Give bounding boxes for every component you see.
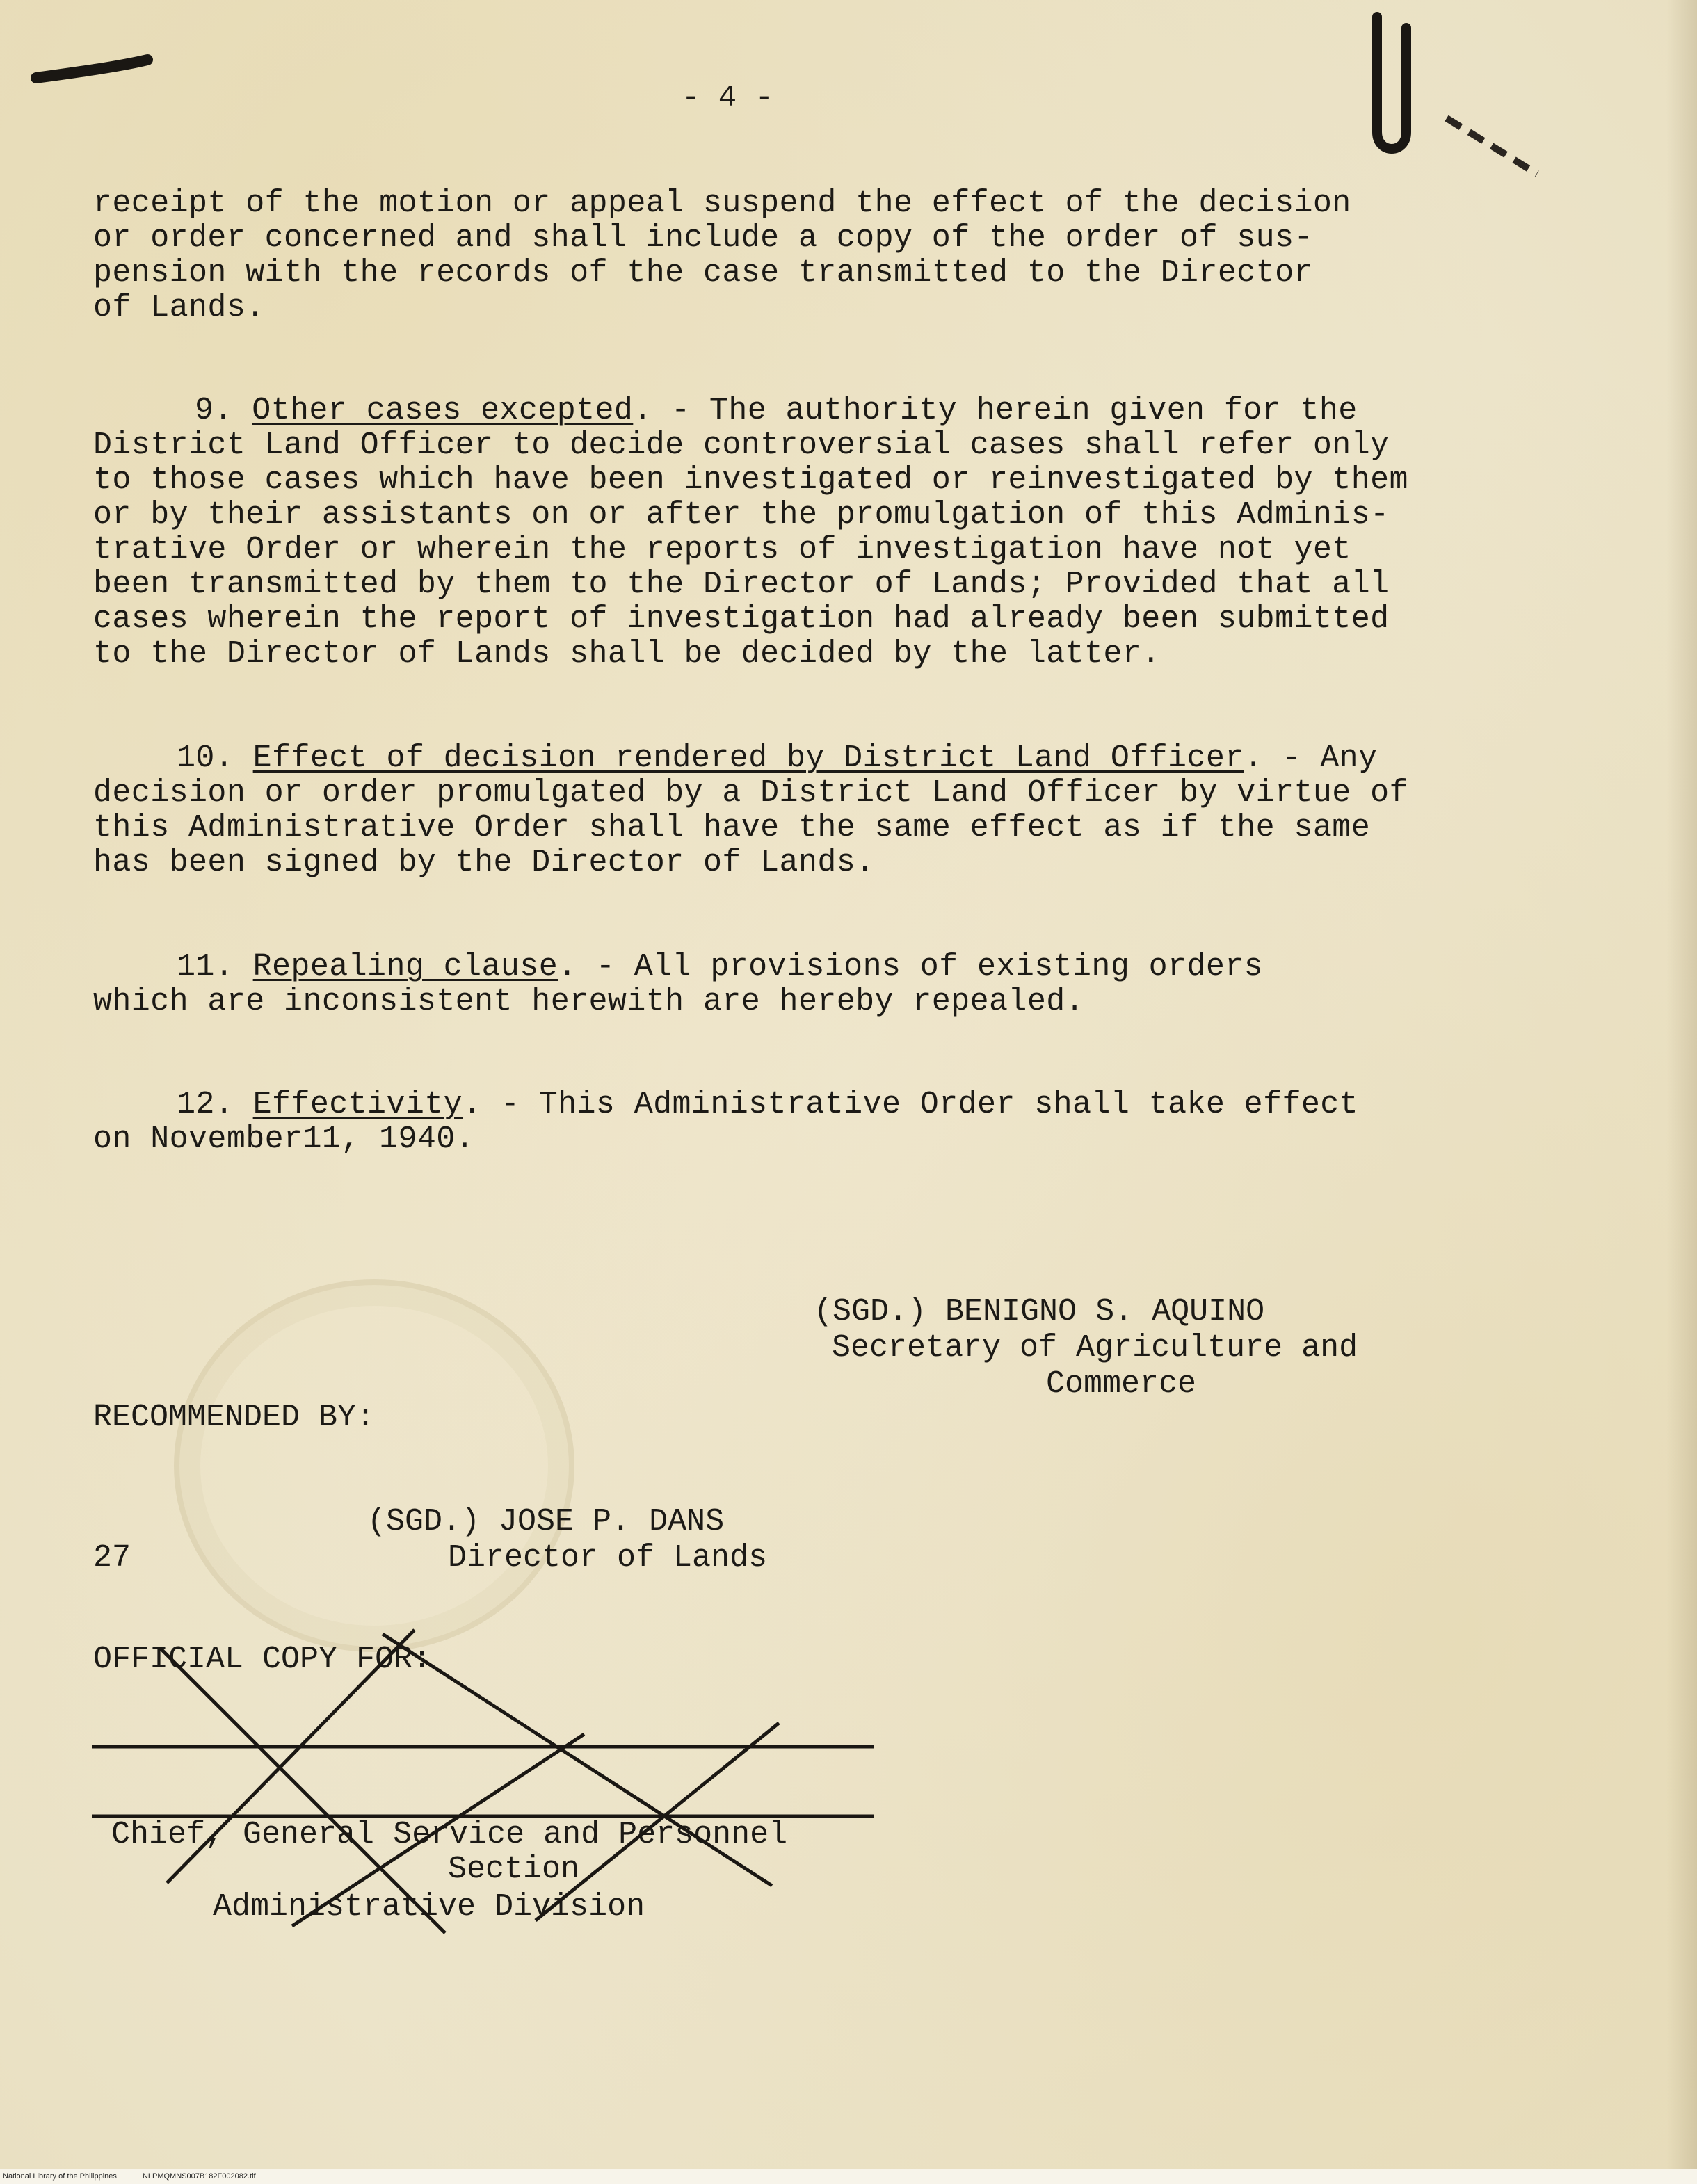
section-10-line: this Administrative Order shall have the same effect as if the same [93, 810, 1371, 846]
director-name: (SGD.) JOSE P. DANS [367, 1504, 725, 1539]
section-11-number: 11. [177, 949, 234, 985]
archive-institution: National Library of the Philippines [3, 2172, 117, 2181]
section-11-heading: Repealing clause [252, 949, 558, 985]
chief-line-3: Administrative Division [213, 1889, 645, 1925]
cross-out-stroke [167, 1630, 415, 1883]
chief-line-1: Chief, General Service and Personnel [111, 1817, 788, 1852]
section-12-heading: Effectivity [252, 1087, 463, 1122]
section-9-line: or by their assistants on or after the promulgation of this Adminis- [93, 497, 1390, 533]
section-10-line: decision or order promulgated by a District Land Officer by virtue of [93, 775, 1408, 811]
section-9-line: to those cases which have been investigated or reinvestigated by them [93, 462, 1408, 498]
director-title: Director of Lands [448, 1540, 768, 1576]
cross-out-stroke [160, 1648, 445, 1933]
secretary-name: (SGD.) BENIGNO S. AQUINO [814, 1294, 1265, 1329]
cross-out-stroke [383, 1634, 772, 1886]
section-9-line: trative Order or wherein the reports of investigation have not yet [93, 532, 1351, 567]
section-9-heading: Other cases excepted [252, 393, 634, 428]
margin-number: 27 [93, 1540, 131, 1576]
page-number: - 4 - [682, 81, 774, 115]
secretary-title-line-2: Commerce [1046, 1366, 1197, 1402]
section-9-line: to the Director of Lands shall be decided by the latter. [93, 636, 1161, 672]
section-11-line: which are inconsistent herewith are hereby repealed. [93, 984, 1085, 1019]
cross-out-stroke [536, 1723, 779, 1920]
official-copy-label: OFFICIAL COPY FOR: [93, 1642, 432, 1677]
archive-footer [0, 2169, 1697, 2184]
section-10-line: has been signed by the Director of Lands. [93, 845, 875, 880]
ink-smudge-top-right [1447, 118, 1537, 174]
section-9-line: District Land Officer to decide controversial cases shall refer only [93, 428, 1390, 463]
secretary-title-line-1: Secretary of Agriculture and [832, 1330, 1358, 1366]
archive-file-id: NLPMQMNS007B182F002082.tif [142, 2172, 256, 2181]
section-9-line: been transmitted by them to the Director of Lands; Provided that all [93, 567, 1390, 602]
section-10-number: 10. [177, 741, 234, 776]
continuation-line: receipt of the motion or appeal suspend the effect of the decision [93, 186, 1351, 221]
section-11-first-line-rest: . - All provisions of existing orders [558, 949, 1264, 985]
chief-line-2: Section [448, 1852, 580, 1887]
section-9-first-line-rest: . - The authority herein given for the [633, 393, 1358, 428]
continuation-line: pension with the records of the case transmitted to the Director [93, 255, 1313, 291]
section-12-number: 12. [177, 1087, 234, 1122]
section-9-number: 9. [195, 393, 233, 428]
recommended-by-label: RECOMMENDED BY: [93, 1400, 376, 1435]
paper-clip-mark [1377, 17, 1406, 149]
continuation-line: of Lands. [93, 290, 265, 325]
cross-out-stroke [292, 1734, 584, 1926]
pen-stroke-top-left [36, 60, 147, 78]
section-12-first-line-rest: . - This Administrative Order shall take effect [463, 1087, 1359, 1122]
section-12-line: on November11, 1940. [93, 1122, 475, 1157]
section-9-line: cases wherein the report of investigation had already been submitted [93, 601, 1390, 637]
section-10-heading: Effect of decision rendered by District Land Officer [252, 741, 1244, 776]
continuation-line: or order concerned and shall include a copy of the order of sus- [93, 220, 1313, 256]
section-10-first-line-rest: . - Any [1244, 741, 1378, 776]
